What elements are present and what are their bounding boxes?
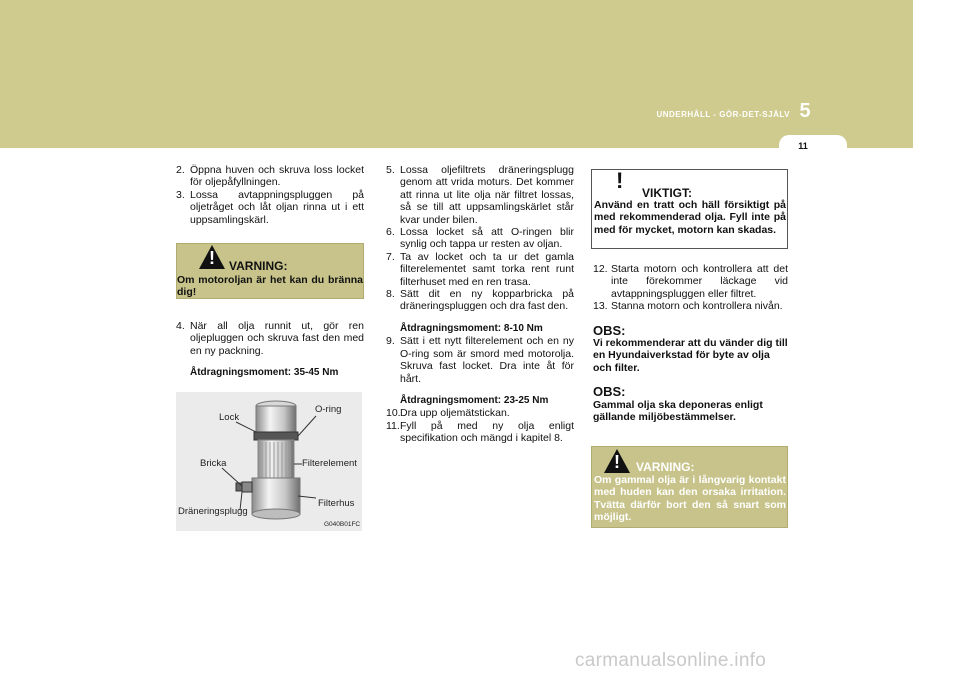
label-oring: O-ring	[315, 404, 342, 415]
step-5: 5. Lossa oljefiltrets dräneringsplugg genom att vrida moturs. Det kommer att rinna ut lite olja när filtret lossas, så se till att uppsamlingskärlet står kvar under bilen.	[386, 164, 574, 226]
middle-column	[386, 164, 574, 445]
label-filterhus: Filterhus	[318, 498, 355, 509]
page-number: 11	[798, 141, 808, 151]
label-filterelement: Filterelement	[302, 458, 357, 469]
warning-body: Om gammal olja är i långvarig kontakt med huden kan den orsaka irritation. Tvätta därför bort den så snart som möjligt.	[594, 474, 786, 524]
left-column-lower	[176, 320, 364, 380]
warning-title: VARNING:	[229, 259, 288, 273]
label-bricka: Bricka	[200, 458, 227, 469]
obs-body-2: Gammal olja ska deponeras enligt gällande miljöbestämmelser.	[593, 398, 763, 424]
warning-title: VARNING:	[636, 460, 695, 474]
header-band	[0, 0, 913, 148]
torque-lid: Åtdragningsmoment: 23-25 Nm	[400, 394, 549, 406]
oil-filter-figure	[176, 392, 362, 531]
step-13: 13. Stanna motorn och kontrollera nivån.	[593, 300, 783, 313]
label-lock: Lock	[219, 412, 240, 423]
step-3: 3. Lossa avtappningspluggen på oljetråget och låt oljan rinna ut i ett uppsamlingskärl.	[176, 188, 364, 226]
warning-triangle-icon: !	[616, 168, 624, 193]
step-6: 6. Lossa locket så att O-ringen blir synlig och tappa ur resten av oljan.	[386, 226, 574, 251]
warning-box-hot-oil	[176, 243, 364, 299]
warning-triangle-icon: !	[604, 449, 630, 473]
important-title: VIKTIGT:	[642, 186, 692, 200]
step-4: 4. När all olja runnit ut, gör ren oljepluggen och skruva fast den med en ny packning.	[176, 320, 364, 357]
obs-title-1: OBS:	[593, 322, 626, 338]
important-body: Använd en tratt och häll försiktigt på med rekommenderad olja. Fyll inte på med för mycket, motorn kan skadas.	[594, 199, 786, 236]
section-title: UNDERHÅLL - GÖR-DET-SJÄLV	[656, 110, 790, 119]
chapter-number: 5	[799, 100, 811, 122]
torque-plug: Åtdragningsmoment: 35-45 Nm	[190, 367, 339, 379]
step-10: 10.Dra upp oljemätstickan.	[386, 407, 510, 420]
step-2: 2. Öppna huven och skruva loss locket för oljepåfyllningen.	[176, 164, 364, 189]
step-8: 8. Sätt dit en ny kopparbricka på dräneringspluggen och dra fast den.	[386, 288, 574, 313]
step-7: 7. Ta av locket och ta ur det gamla filterelementet samt torka rent runt filterhuset med en ren trasa.	[386, 250, 574, 288]
torque-drain-plug: Åtdragningsmoment: 8-10 Nm	[400, 322, 543, 334]
obs-title-2: OBS:	[593, 384, 626, 400]
warning-body: Om motoroljan är het kan du bränna dig!	[177, 274, 363, 299]
step-11: 11.Fyll på med ny olja enligt specifikation och mängd i kapitel 8.	[386, 419, 574, 445]
right-column	[593, 263, 788, 423]
step-12: 12. Starta motorn och kontrollera att det inte förekommer läckage vid avtappningspluggen eller filtret.	[593, 263, 788, 300]
warning-triangle-icon: !	[199, 245, 225, 269]
figure-code: G040B01FC	[324, 521, 361, 528]
step-9: 9. Sätt i ett nytt filterelement och en ny O-ring som är smord med motorolja. Skruva fast locket. Dra inte åt för hårt.	[386, 335, 574, 385]
left-column	[176, 164, 364, 226]
important-box	[591, 169, 788, 249]
label-draneringsplugg: Dräneringsplugg	[178, 506, 248, 517]
warning-box-old-oil	[591, 446, 788, 528]
obs-body-1: Vi rekommenderar att du vänder dig till en Hyundaiverkstad för byte av olja och filter.	[593, 337, 788, 374]
watermark: carmanualsonline.info	[575, 650, 767, 671]
